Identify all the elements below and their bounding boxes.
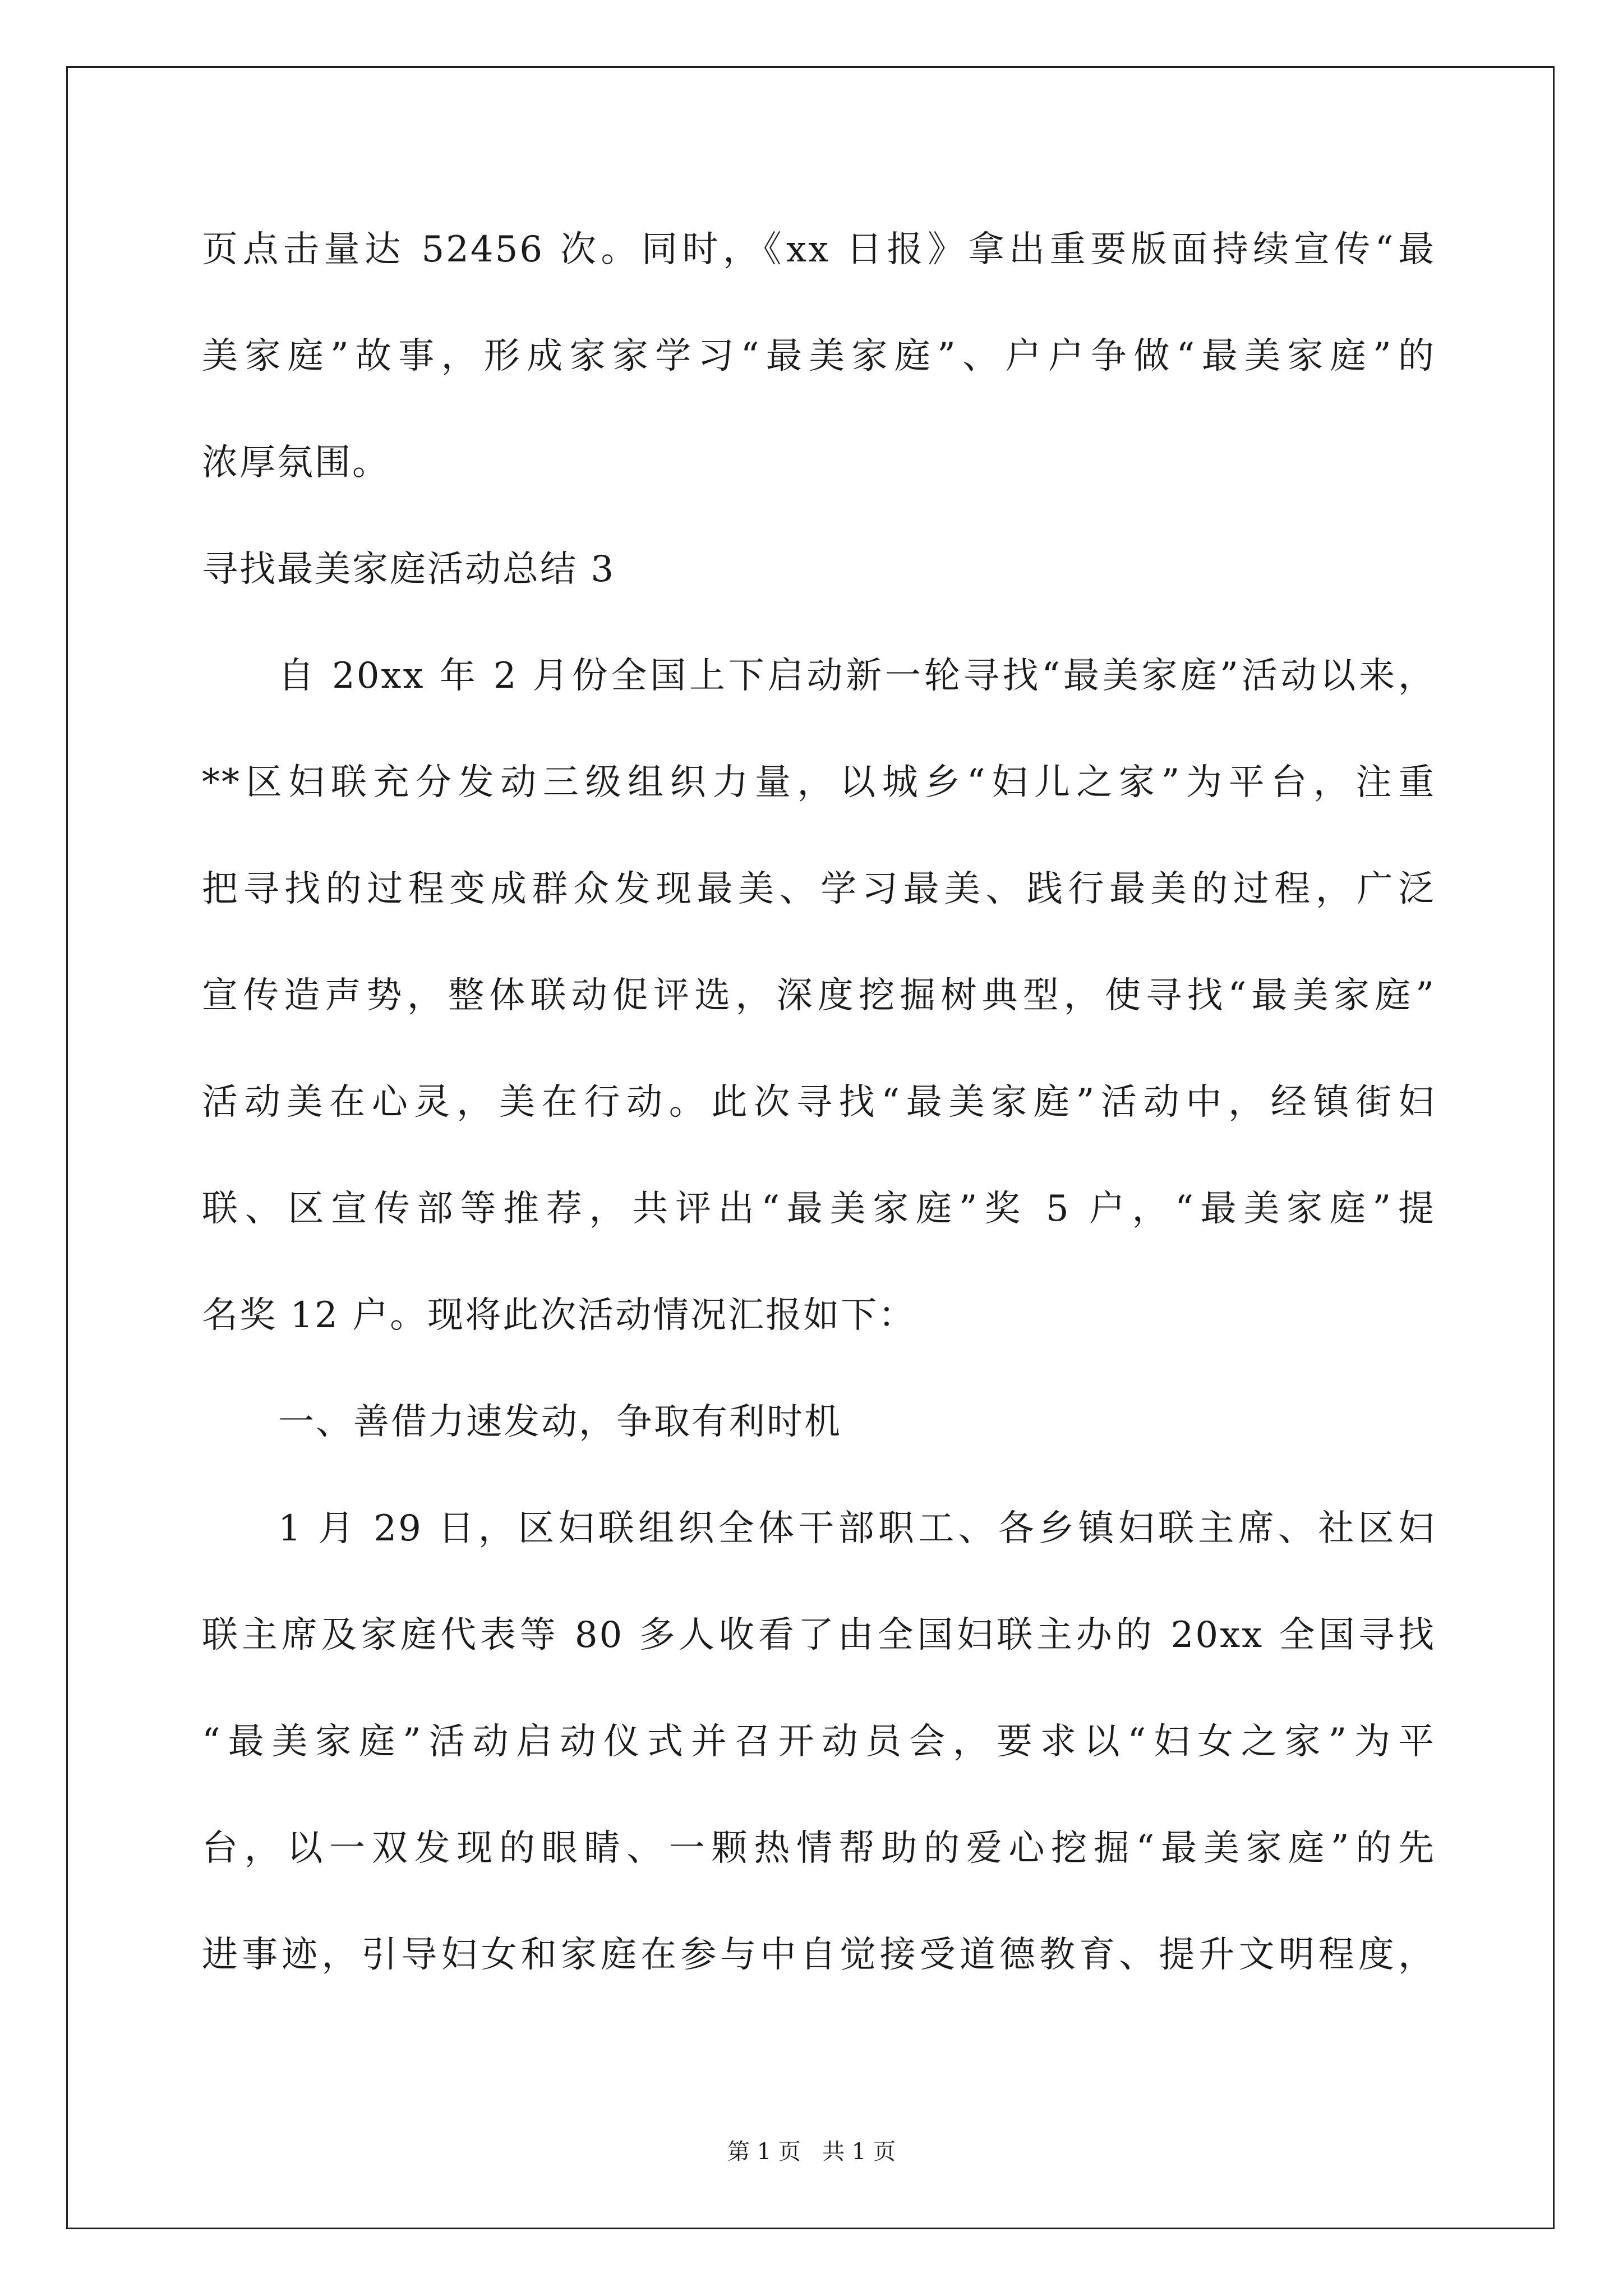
text-line-13: 1 月 29 日，区妇联组织全体干部职工、各乡镇妇联主席、社区妇 bbox=[278, 1508, 1436, 1549]
text-line-14: 联主席及家庭代表等 80 多人收看了由全国妇联主办的 20xx 全国寻找 bbox=[202, 1614, 1436, 1656]
text-line-15: “最美家庭”活动启动仪式并召开动员会，要求以“妇女之家”为平 bbox=[202, 1721, 1436, 1763]
text-line-8: 宣传造声势，整体联动促评选，深度挖掘树典型，使寻找“最美家庭” bbox=[202, 975, 1436, 1016]
text-line-6: **区妇联充分发动三级组织力量，以城乡“妇儿之家”为平台，注重 bbox=[202, 762, 1436, 803]
page-border bbox=[66, 66, 1555, 2229]
page-footer: 第 1 页 共 1 页 bbox=[727, 2139, 896, 2165]
text-line-9: 活动美在心灵，美在行动。此次寻找“最美家庭”活动中，经镇街妇 bbox=[202, 1082, 1436, 1123]
text-line-7: 把寻找的过程变成群众发现最美、学习最美、践行最美的过程，广泛 bbox=[202, 868, 1436, 910]
text-line-1: 页点击量达 52456 次。同时，《xx 日报》拿出重要版面持续宣传“最 bbox=[202, 229, 1436, 270]
text-line-17: 进事迹，引导妇女和家庭在参与中自觉接受道德教育、提升文明程度， bbox=[202, 1934, 1436, 1976]
text-line-11: 名奖 12 户。现将此次活动情况汇报如下： bbox=[202, 1295, 916, 1336]
subsection-heading: 一、善借力速发动，争取有利时机 bbox=[278, 1401, 842, 1443]
text-line-10: 联、区宣传部等推荐，共评出“最美家庭”奖 5 户，“最美家庭”提 bbox=[202, 1188, 1436, 1230]
text-line-3: 浓厚氛围。 bbox=[202, 442, 390, 484]
text-line-2: 美家庭”故事，形成家家学习“最美家庭”、户户争做“最美家庭”的 bbox=[202, 335, 1436, 377]
text-line-16: 台，以一双发现的眼睛、一颗热情帮助的爱心挖掘“最美家庭”的先 bbox=[202, 1828, 1436, 1869]
text-line-5: 自 20xx 年 2 月份全国上下启动新一轮寻找“最美家庭”活动以来， bbox=[278, 655, 1436, 697]
section-heading: 寻找最美家庭活动总结 3 bbox=[202, 549, 616, 590]
